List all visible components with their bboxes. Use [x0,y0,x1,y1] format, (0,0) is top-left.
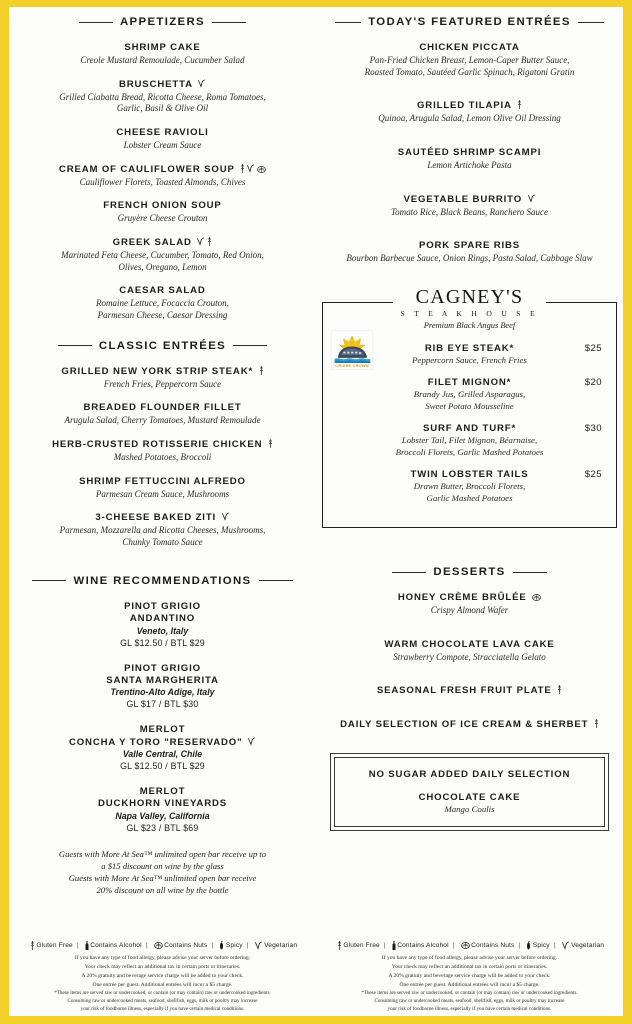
menu-item [15,200,310,225]
wine-price: GL $12.50 / BTL $29 [120,761,205,771]
legend-item-label: Gluten Free [36,942,73,950]
vegetarian-icon [528,194,536,203]
menu-item-description: Parmesan Cream Sauce, Mushrooms [95,488,230,499]
legend-item-label: Contains Nuts [471,942,515,950]
menu-item-name: DAILY SELECTION OF ICE CREAM & SHERBET [322,719,617,731]
section-title: DESSERTS [433,566,506,578]
wine-varietal: MERLOT [139,785,186,797]
legend-separator: | [145,942,148,950]
gluten-free-icon [240,164,245,173]
menu-item [322,592,617,617]
footer-line-1: If you have any type of food allergy, please advise your server before ordering. [381,955,558,962]
steakhouse-item-description: Lobster Tail, Filet Mignon, Béarnaise, Broccoli Florets, Garlic Mashed Potatoes [395,435,544,457]
cagneys-tagline: Premium Black Angus Beef [423,321,516,331]
vegetarian-icon [222,512,230,521]
footer-line-2: Your check may reflect an additional tax in certain ports or itineraries. [391,964,548,971]
wine-price: GL $12.50 / BTL $29 [120,637,205,648]
classic-entrees-list [15,366,310,549]
no-sugar-added-inner [334,757,605,827]
steakhouse-item-description: Peppercorn Sauce, French Fries [412,355,527,366]
steakhouse-item [333,469,606,504]
desserts-list [322,592,617,731]
contains-nuts-icon [532,594,541,601]
wine-region: Veneto, Italy [136,625,189,636]
section-title: APPETIZERS [119,16,206,28]
menu-item-name: 3-CHEESE BAKED ZITI [15,512,310,524]
legend-item-label: Vegetarian [571,942,605,950]
contains-nuts-icon [461,942,470,949]
footer-line-1: If you have any type of food allergy, please advise your server before ordering. [74,955,251,962]
no-sugar-item: CHOCOLATE CAKE [418,792,521,804]
menu-item-description: Gruyère Cheese Crouton [117,213,208,224]
gluten-free-icon [337,941,342,950]
menu-item-name: SEASONAL FRESH FRUIT PLATE [322,685,617,697]
footer-disclaimer [15,990,310,1014]
wine-region: Valle Central, Chile [122,749,203,760]
legend-separator: | [452,942,455,950]
rule-left [32,580,66,581]
wine-region: Trentino-Alto Adige, Italy [110,687,215,698]
disclaimer-line-3: your risk of foodborne illness, especially if you have certain medical conditions. [80,1006,245,1013]
gluten-free-icon [30,941,35,950]
steakhouse-item-name: FILET MIGNON* [427,377,512,389]
legend-item [83,941,142,950]
disclaimer-line-1: *These items are served raw or undercooked, or contain (or may contain) raw or undercooked ingredients. [361,990,578,997]
menu-item-name: GREEK SALAD [15,237,310,249]
wine-item [15,724,310,773]
wine-label: DUCKHORN VINEYARDS [97,798,228,810]
menu-item-name: GRILLED TILAPIA [322,100,617,112]
rule-right [578,22,604,23]
steakhouse-item-row [333,423,606,434]
menu-item-description: Arugula Salad, Cherry Tomatoes, Mustard Remoulade [64,415,261,426]
steakhouse-item-name: SURF AND TURF* [422,423,517,435]
cagneys-subtitle: S T E A K H O U S E [400,309,539,319]
legend-item [253,941,298,950]
rule-right [513,572,547,573]
right-footer [316,941,623,1016]
disclaimer-line-3: your risk of foodborne illness, especially if you have certain medical conditions. [387,1006,552,1013]
footer-line-2: Your check may reflect an additional tax in certain ports or itineraries. [84,964,241,971]
menu-item-description: Romaine Lettuce, Focaccia Crouton, Parmesan Cheese, Caesar Dressing [96,298,229,321]
contains-alcohol-icon [85,941,89,950]
wine-label: ANDANTINO [129,613,196,625]
menu-item-description: Pan-Fried Chicken Breast, Lemon-Caper Butter Sauce, Roasted Tomato, Sautéed Garlic Spinach, Rigatoni Gratin [364,54,575,77]
menu-item [15,439,310,464]
wine-price: GL $17 / BTL $30 [126,699,199,710]
menu-item-description: Crispy Almond Wafer [430,604,509,615]
menu-item-description: Mashed Potatoes, Broccoli [113,452,212,463]
wine-open-bar-note: Guests with More At Sea™ unlimited open bar receive up to a $15 discount on wine by the glass Guests with More At Sea™ unlimited open bar receive 20% discount on all wine by the bottle [58,848,267,896]
wine-price: GL $23 / BTL $69 [126,822,199,833]
disclaimer-line-2: Consuming raw or undercooked meats, seafood, shellfish, eggs, milk or poultry may increase [67,998,258,1005]
rule-left [79,22,113,23]
allergen-legend [322,941,617,950]
menu-item-description: Lobster Cream Sauce [123,140,202,151]
section-header-appetizers [15,16,310,28]
menu-item [322,100,617,125]
wine-item [15,786,310,835]
menu-item [15,42,310,67]
menu-item [15,366,310,391]
legend-item [217,941,242,950]
wine-label: CONCHA Y TORO "RESERVADO" [15,737,310,749]
footer-line-4: One entrée per guest. Additional entrées will incur a $5 charge. [92,981,233,988]
cagneys-title-block [393,287,547,330]
footer-fineprint [15,954,310,989]
wine-varietal: PINOT GRIGIO [124,600,201,612]
spicy-icon [219,941,224,950]
legend-item-label: Contains Alcohol [90,942,142,950]
legend-separator: | [211,942,214,950]
legend-separator: | [246,942,249,950]
steakhouse-item-price: $20 [584,377,602,389]
legend-separator: | [383,942,386,950]
steakhouse-item-price: $25 [584,343,602,355]
footer-line-3: A 20% gratuity and beverage service charge will be added to your check. [388,972,551,979]
spicy-icon [526,941,531,950]
legend-item-label: Spicy [225,942,243,950]
menu-item [322,147,617,172]
menu-item-description: Tomato Rice, Black Beans, Ranchero Sauce [390,206,549,217]
footer-line-3: A 20% gratuity and beverage service charge will be added to your check. [81,972,244,979]
menu-item [322,685,617,697]
menu-item [322,719,617,731]
no-sugar-desc: Mango Coulis [444,804,495,815]
menu-item-name: GRILLED NEW YORK STRIP STEAK* [15,366,310,378]
menu-item-name: SHRIMP FETTUCCINI ALFREDO [79,475,246,487]
menu-item-description: Bourbon Barbecue Sauce, Onion Rings, Pasta Salad, Cabbage Slaw [346,253,593,264]
section-header-classic-entrees [15,340,310,352]
menu-item-name: BRUSCHETTA [15,79,310,91]
contains-nuts-icon [154,942,163,949]
gluten-free-icon [259,366,264,375]
section-title: TODAY'S FEATURED ENTRÉES [368,16,571,28]
gluten-free-icon [594,719,599,728]
menu-item-description: French Fries, Peppercorn Sauce [103,378,222,389]
menu-columns [9,7,623,1016]
legend-item [560,941,605,950]
menu-item-description: Strawberry Compote, Stracciatella Gelato [393,651,546,662]
gluten-free-icon [557,685,562,694]
legend-item [335,941,380,950]
gluten-free-icon [517,100,522,109]
wine-list [15,601,310,835]
menu-item-description: Creole Mustard Remoulade, Cucumber Salad [80,54,245,65]
legend-item-label: Gluten Free [343,942,380,950]
menu-item-name: VEGETABLE BURRITO [322,194,617,206]
vegetarian-icon [248,737,256,746]
right-column [316,7,623,1016]
cagneys-steakhouse-panel [322,287,617,528]
menu-item-name: HERB-CRUSTED ROTISSERIE CHICKEN [15,439,310,451]
no-sugar-heading: NO SUGAR ADDED DAILY SELECTION [368,769,571,781]
menu-item [15,79,310,115]
menu-item-description: Marinated Feta Cheese, Cucumber, Tomato, Red Onion, Olives, Oregano, Lemon [61,250,264,272]
menu-item-name: PORK SPARE RIBS [418,240,521,252]
contains-alcohol-icon [392,941,396,950]
vegetarian-icon [197,237,205,246]
steakhouse-item-name: RIB EYE STEAK* [424,343,515,355]
section-header-desserts [322,566,617,578]
menu-item-name: CHEESE RAVIOLI [116,127,209,139]
wine-item [15,601,310,650]
steakhouse-item-row [333,469,606,480]
menu-item-name: SAUTÉED SHRIMP SCAMPI [397,147,542,159]
gluten-free-icon [207,237,212,246]
menu-item [15,476,310,501]
rule-right [212,22,246,23]
steakhouse-item-name: TWIN LOBSTER TAILS [410,469,529,481]
footer-line-4: One entrée per guest. Additional entrées will incur a $5 charge. [399,981,540,988]
menu-item-description: Parmesan, Mozzarella and Ricotta Cheeses, Mushrooms, Chunky Tomato Sauce [59,525,266,548]
featured-entrees-list [322,42,617,265]
steakhouse-item [333,423,606,458]
section-title: WINE RECOMMENDATIONS [73,574,252,587]
legend-item [390,941,449,950]
allergen-legend [15,941,310,950]
section-title: CLASSIC ENTRÉES [98,339,227,352]
menu-item [15,512,310,548]
disclaimer-line-2: Consuming raw or undercooked meats, seafood, shellfish, eggs, milk or poultry may increase [374,998,565,1005]
menu-item-description: Lemon Artichoke Pasta [427,160,512,171]
legend-item [152,942,208,949]
menu-item-name: CHICKEN PICCATA [419,42,520,53]
wine-varietal: MERLOT [139,724,186,736]
rule-right [233,345,267,346]
rule-left [58,345,92,346]
footer-fineprint [322,954,617,989]
menu-item-name: WARM CHOCOLATE LAVA CAKE [384,638,555,650]
legend-item [459,942,515,949]
menu-item-name: SHRIMP CAKE [124,42,201,53]
disclaimer-line-1: *These items are served raw or undercooked, or contain (or may contain) raw or undercooked ingredients. [54,990,271,997]
section-header-featured-entrees [322,16,617,28]
steakhouse-item [333,377,606,412]
vegetarian-icon [562,941,570,950]
wine-label: SANTA MARGHERITA [106,674,219,686]
steakhouse-item-description: Drawn Butter, Broccoli Florets, Garlic Mashed Potatoes [413,481,526,503]
vegetarian-icon [247,164,255,173]
contains-nuts-icon [257,166,266,173]
left-footer [9,941,316,1016]
menu-item-name: HONEY CRÈME BRÛLÉE [322,592,617,604]
menu-item-name: CREAM OF CAULIFLOWER SOUP [15,164,310,176]
cagneys-items-box [322,302,617,528]
left-column [9,7,316,1016]
footer-disclaimer [322,990,617,1014]
steakhouse-item-row [333,343,606,354]
vegetarian-icon [255,941,263,950]
wine-region: Napa Valley, California [115,810,210,821]
legend-item [524,941,549,950]
menu-item [322,42,617,78]
steakhouse-item-description: Brandy Jus, Grilled Asparagus, Sweet Potato Mousseline [413,389,526,411]
menu-item-name: BREADED FLOUNDER FILLET [83,402,242,414]
menu-item [15,164,310,189]
rule-left [335,22,361,23]
cagneys-brand: CAGNEY'S [415,286,524,309]
section-header-wine [15,575,310,587]
menu-item-name: FRENCH ONION SOUP [103,200,222,212]
rule-left [392,572,426,573]
legend-separator: | [553,942,556,950]
legend-item [28,941,73,950]
rule-right [259,580,293,581]
no-sugar-added-box [330,753,609,831]
appetizers-list [15,42,310,322]
legend-item-label: Contains Nuts [164,942,208,950]
steakhouse-item-price: $30 [584,423,602,435]
menu-item [15,127,310,152]
legend-separator: | [518,942,521,950]
menu-item-description: Grilled Ciabatta Bread, Ricotta Cheese, Roma Tomatoes, Garlic, Basil & Olive Oil [59,91,266,114]
menu-item [15,237,310,273]
svg-text:CRUISE CROWN: CRUISE CROWN [335,363,369,369]
menu-item [322,240,617,265]
menu-item [15,402,310,427]
steakhouse-item-row [333,377,606,388]
menu-item [322,639,617,664]
gluten-free-icon [268,439,273,448]
wine-varietal: PINOT GRIGIO [124,662,201,674]
legend-item-label: Spicy [532,942,550,950]
vegetarian-icon [198,79,206,88]
menu-item-description: Quinoa, Arugula Salad, Lemon Olive Oil Dressing [378,113,561,124]
menu-item [322,194,617,219]
menu-item [15,285,310,321]
legend-item-label: Contains Alcohol [397,942,449,950]
steakhouse-item-price: $25 [584,469,602,481]
menu-item-description: Cauliflower Florets, Toasted Almonds, Chives [79,176,246,187]
menu-item-name: CAESAR SALAD [119,285,206,297]
wine-item [15,663,310,712]
legend-item-label: Vegetarian [264,942,298,950]
legend-separator: | [76,942,79,950]
